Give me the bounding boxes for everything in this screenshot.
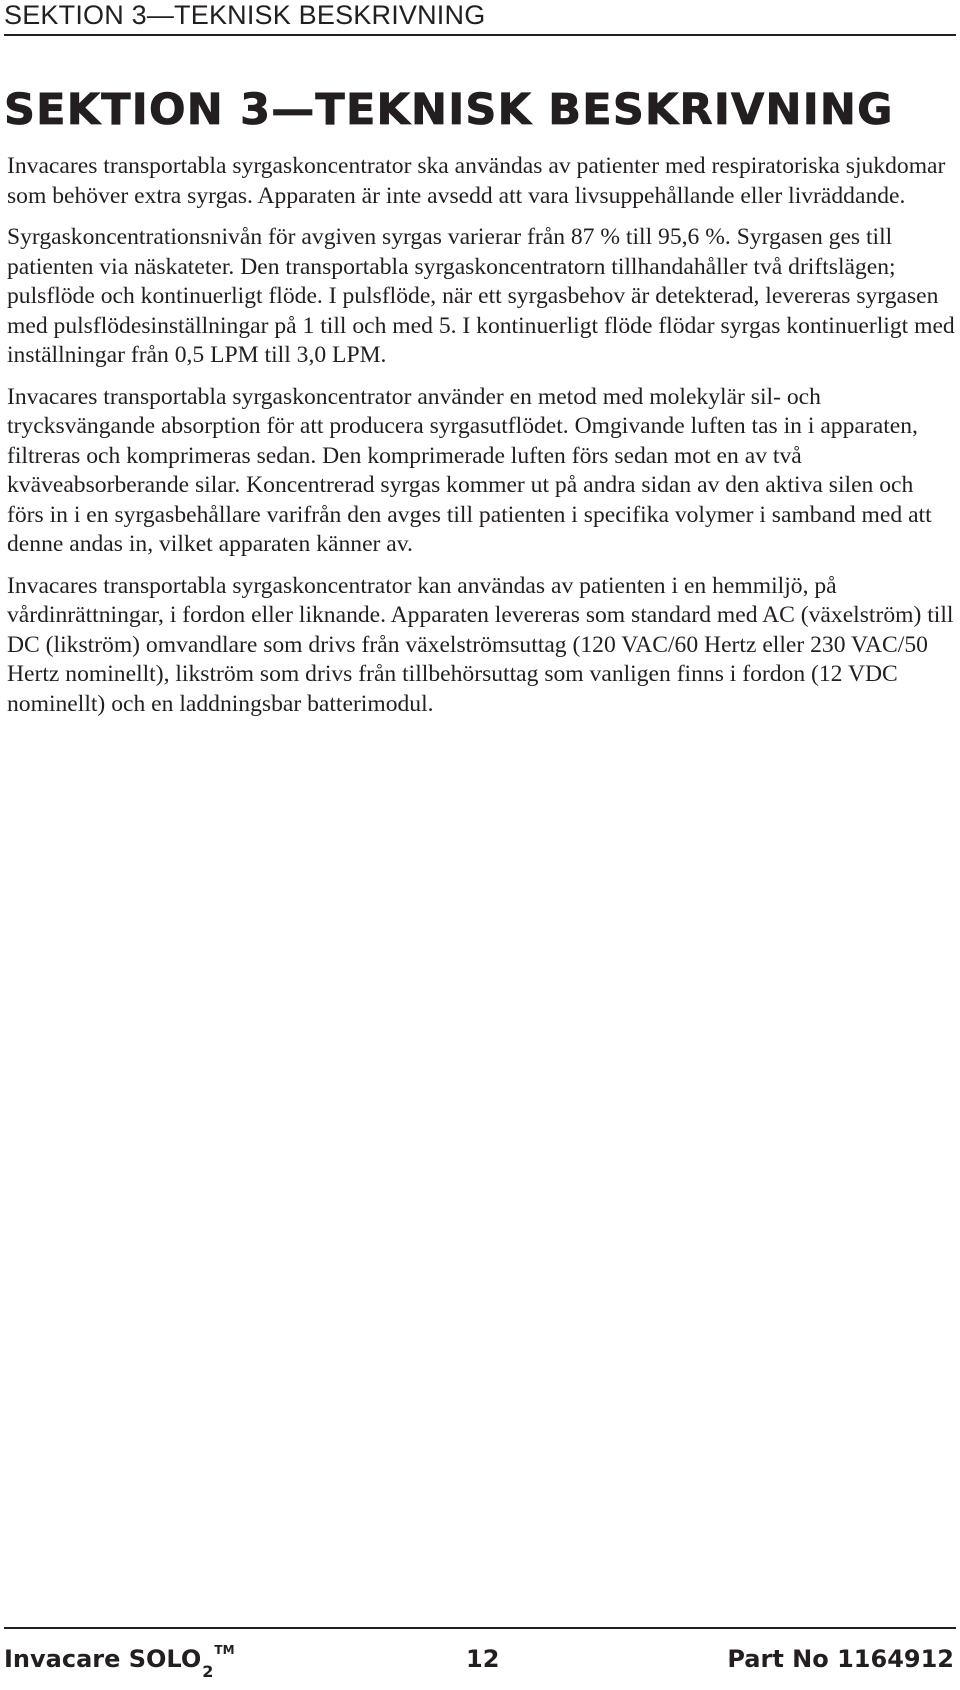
product-subscript: 2 [202,1662,214,1681]
trademark-symbol: TM [214,1643,235,1657]
paragraph-oxygen-levels: Syrgaskoncentrationsnivån för avgiven syrgas varierar från 87 % till 95,6 %. Syrgasen ges till patienten via näskateter. Den transportabla syrgaskoncentratorn tillhandahåller två driftslägen; pulsflöde och kontinuerligt flöde. I pulsflöde, när ett syrgasbehov är detekterad, levereras syrgasen med pulsflödesinställningar på 1 till och med 5. I kontinuerligt flöde flödar syrgas kontinuerligt med inställningar från 0,5 LPM till 3,0 LPM. [7,224,955,368]
product-name: Invacare SOLO [4,1645,202,1673]
running-header [4,0,956,36]
body-text [7,152,955,731]
page-number: 12 [466,1645,500,1673]
paragraph-power-sources: Invacares transportabla syrgaskoncentrator kan användas av patienten i en hemmiljö, på vårdinrättningar, i fordon eller liknande. Apparaten levereras som standard med AC (växelström) till DC (likström) omvandlare som drivs från växelströmsuttag (120 VAC/60 Hertz eller 230 VAC/50 Hertz nominellt), likström som drivs från tillbehörsuttag som vanligen finns i fordon (12 VDC nominellt) och en laddningsbar batterimodul. [7,572,954,717]
part-number: Part No 1164912 [727,1645,954,1673]
page-footer [4,1627,956,1690]
footer-product-name [4,1643,235,1681]
section-title: SEKTION 3—TEKNISK BESKRIVNING [4,85,894,135]
paragraph-intended-use: Invacares transportabla syrgaskoncentrator ska användas av patienter med respiratoriska sjukdomar som behöver extra syrgas. Apparaten är inte avsedd att vara livsuppehållande eller livräddande. [7,153,946,209]
paragraph-operating-principle: Invacares transportabla syrgaskoncentrator använder en metod med molekylär sil- och trycksvängande absorption för att producera syrgasutflödet. Omgivande luften tas in i apparaten, filtreras och komprimeras sedan. Den komprimerade luften förs sedan mot en av två kväveabsorberande silar. Koncentrerad syrgas kommer ut på andra sidan av den aktiva silen och förs in i en syrgasbehållare varifrån den avges till patienten i specifika volymer i samband med att denne andas in, vilket apparaten känner av. [7,383,932,557]
running-header-title: SEKTION 3—TEKNISK BESKRIVNING [4,0,486,30]
